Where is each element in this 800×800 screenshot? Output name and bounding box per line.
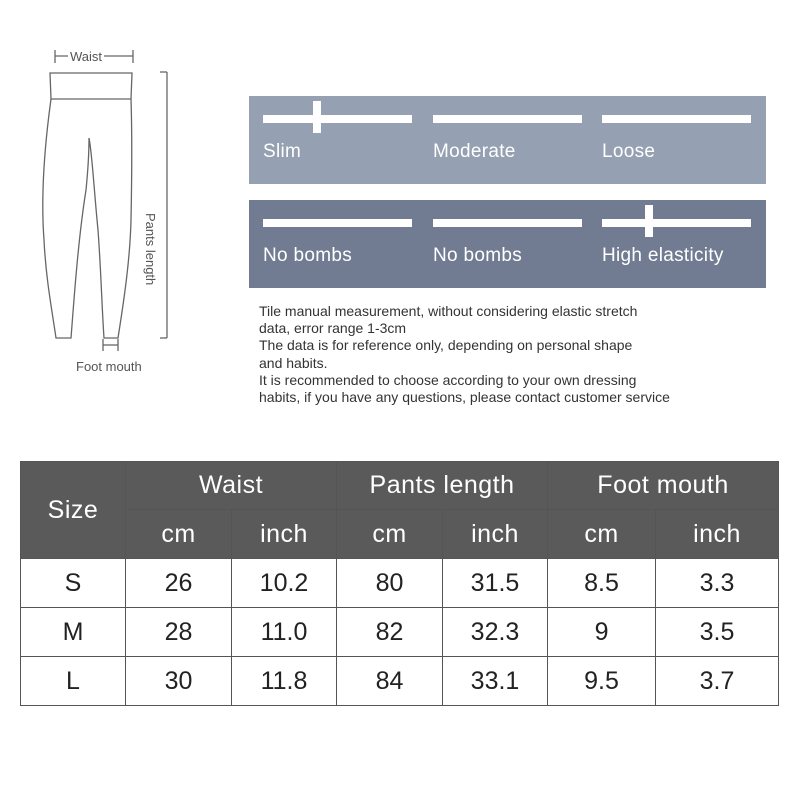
unit-header: inch (232, 510, 337, 559)
table-cell: 26 (126, 559, 232, 608)
elasticity-option-label: High elasticity (602, 245, 724, 266)
table-row (21, 657, 779, 706)
note-line: and habits. (259, 354, 328, 371)
unit-header: cm (126, 510, 232, 559)
note-line: The data is for reference only, depending on personal shape (259, 337, 633, 354)
size-cell: L (21, 657, 126, 706)
size-cell: M (21, 608, 126, 657)
table-cell: 10.2 (232, 559, 337, 608)
table-cell: 11.0 (232, 608, 337, 657)
scale-bar (433, 219, 582, 227)
table-cell: 11.8 (232, 657, 337, 706)
table-cell: 3.3 (656, 559, 779, 608)
foot-mouth-label: Foot mouth (76, 359, 142, 374)
elasticity-option-label: No bombs (433, 245, 522, 266)
table-cell: 28 (126, 608, 232, 657)
size-header: Size (21, 462, 126, 559)
scale-bar (263, 219, 412, 227)
table-unit-row (21, 510, 779, 559)
unit-header: cm (337, 510, 443, 559)
table-row (21, 559, 779, 608)
scale-bar (602, 219, 751, 227)
table-cell: 31.5 (443, 559, 548, 608)
pants-length-header: Pants length (337, 462, 548, 510)
table-cell: 3.5 (656, 608, 779, 657)
pants-length-label: Pants length (143, 210, 158, 288)
table-cell: 84 (337, 657, 443, 706)
table-cell: 80 (337, 559, 443, 608)
size-chart-table (20, 461, 779, 706)
note-line: habits, if you have any questions, please contact customer service (259, 389, 670, 406)
table-cell: 30 (126, 657, 232, 706)
waist-label: Waist (70, 49, 103, 64)
elasticity-option-label: No bombs (263, 245, 352, 266)
table-header-row (21, 462, 779, 510)
waist-header: Waist (126, 462, 337, 510)
scale-bar (263, 115, 412, 123)
fit-option-label: Loose (602, 141, 656, 162)
table-row (21, 608, 779, 657)
foot-mouth-header: Foot mouth (548, 462, 779, 510)
selected-marker-icon (313, 101, 321, 133)
table-cell: 32.3 (443, 608, 548, 657)
elasticity-scale-panel (249, 200, 766, 288)
table-cell: 9 (548, 608, 656, 657)
table-cell: 33.1 (443, 657, 548, 706)
unit-header: inch (656, 510, 779, 559)
fit-option-label: Slim (263, 141, 302, 162)
unit-header: inch (443, 510, 548, 559)
size-cell: S (21, 559, 126, 608)
table-cell: 8.5 (548, 559, 656, 608)
measurement-note (259, 303, 779, 406)
table-cell: 3.7 (656, 657, 779, 706)
table-cell: 9.5 (548, 657, 656, 706)
note-line: Tile manual measurement, without considering elastic stretch (259, 303, 638, 319)
table-cell: 82 (337, 608, 443, 657)
pants-diagram (0, 0, 240, 400)
selected-marker-icon (645, 205, 653, 237)
fit-scale-panel (249, 96, 766, 184)
leggings-outline-icon (0, 0, 240, 400)
scale-bar (602, 115, 751, 123)
scale-bar (433, 115, 582, 123)
note-line: data, error range 1-3cm (259, 320, 407, 337)
fit-option-label: Moderate (433, 141, 516, 162)
unit-header: cm (548, 510, 656, 559)
note-line: It is recommended to choose according to your own dressing (259, 371, 637, 388)
